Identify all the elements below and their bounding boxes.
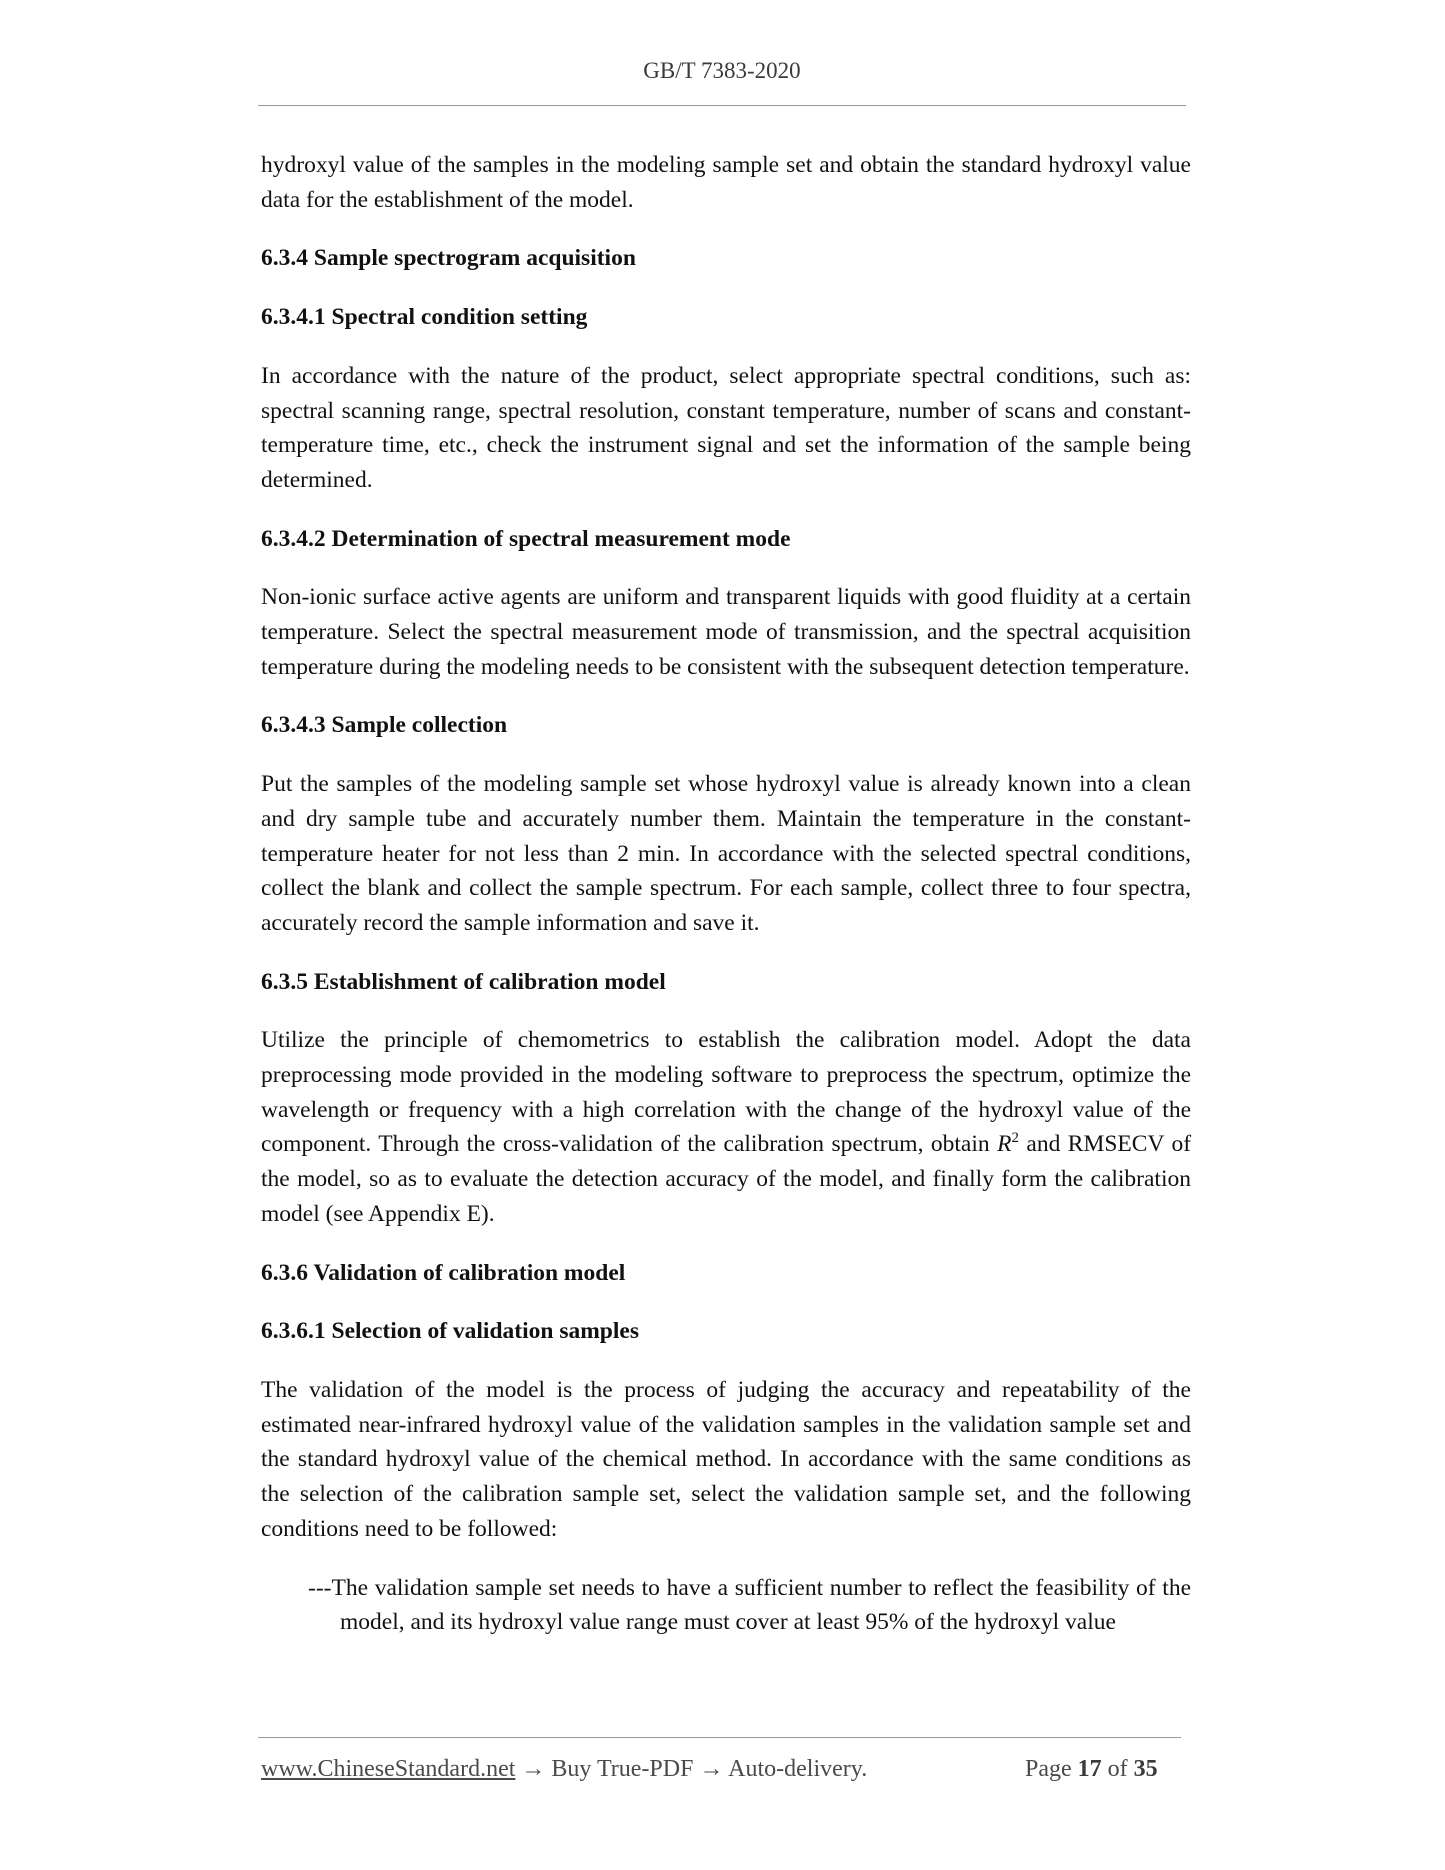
- heading-6-3-6: 6.3.6 Validation of calibration model: [261, 1259, 626, 1286]
- footer-promo: [261, 1756, 867, 1783]
- heading-6-3-4-2: 6.3.4.2 Determination of spectral measurement mode: [261, 525, 791, 552]
- header-divider: [258, 105, 1186, 106]
- heading-6-3-6-1: 6.3.6.1 Selection of validation samples: [261, 1318, 639, 1345]
- heading-6-3-5: 6.3.5 Establishment of calibration model: [261, 968, 666, 995]
- page-header: GB/T 7383-2020: [643, 58, 801, 83]
- buy-text: Buy True-PDF: [551, 1756, 694, 1782]
- calibration-text-part-1: Utilize the principle of chemometrics to establish the calibration model. Adopt the data preprocessing mode provided in the modeling software to preprocess the spectrum, optimize the wavelength or frequency with a high correlation with the change of the hydroxyl value of the component. Through the cross-validation of the calibration spectrum, obtain: [261, 1027, 1191, 1158]
- r-squared-variable: R: [997, 1131, 1012, 1158]
- calibration-text-part-2: and RMSECV of the model, so as to evaluate the detection accuracy of the model, and finally form the calibration model (see Appendix E).: [261, 1131, 1192, 1227]
- arrow-right-icon: →: [699, 1756, 724, 1782]
- paragraph-spectral-conditions: In accordance with the nature of the product, select appropriate spectral conditions, such as: spectral scanning range, spectral resolution, constant temperature, number of scans and constant-temperature time, etc., check the instrument signal and set the information of the sample being determined.: [261, 362, 1191, 493]
- page-content: [261, 148, 1191, 1640]
- heading-6-3-4: 6.3.4 Sample spectrogram acquisition: [261, 245, 636, 272]
- of-label: of: [1107, 1756, 1128, 1782]
- delivery-text: Auto-delivery.: [728, 1756, 868, 1782]
- paragraph-sample-collection: Put the samples of the modeling sample set whose hydroxyl value is already known into a clean and dry sample tube and accurately number them. Maintain the temperature in the constant-temperature heater for not less than 2 min. In accordance with the selected spectral conditions, collect the blank and collect the sample spectrum. For each sample, collect three to four spectra, accurately record the sample information and save it.: [261, 771, 1191, 936]
- page-label: Page: [1025, 1756, 1072, 1782]
- arrow-right-icon: →: [521, 1756, 546, 1782]
- page-number: [1025, 1756, 1158, 1783]
- paragraph-calibration-model: [261, 1023, 1191, 1231]
- paragraph-validation-samples: The validation of the model is the process of judging the accuracy and repeatability of the estimated near-infrared hydroxyl value of the validation samples in the validation sample set and the standard hydroxyl value of the chemical method. In accordance with the same conditions as the selection of the calibration sample set, select the validation sample set, and the following conditions need to be followed:: [261, 1376, 1191, 1542]
- current-page: 17: [1077, 1756, 1102, 1782]
- footer-divider: [258, 1737, 1181, 1738]
- paragraph-continuation: hydroxyl value of the samples in the modeling sample set and obtain the standard hydroxyl value data for the establishment of the model.: [261, 152, 1191, 213]
- list-item: ---The validation sample set needs to have a sufficient number to reflect the feasibility of the model, and its hydroxyl value range must cover at least 95% of the hydroxyl value: [308, 1574, 1191, 1636]
- heading-6-3-4-1: 6.3.4.1 Spectral condition setting: [261, 304, 588, 331]
- paragraph-measurement-mode: Non-ionic surface active agents are uniform and transparent liquids with good fluidity at a certain temperature. Select the spectral measurement mode of transmission, and the spectral acquisition temperature during the modeling needs to be consistent with the subsequent detection temperature.: [261, 584, 1191, 680]
- r-squared-exponent: 2: [1011, 1130, 1019, 1147]
- total-pages: 35: [1133, 1756, 1158, 1782]
- site-link[interactable]: www.ChineseStandard.net: [261, 1756, 516, 1782]
- heading-6-3-4-3: 6.3.4.3 Sample collection: [261, 712, 508, 739]
